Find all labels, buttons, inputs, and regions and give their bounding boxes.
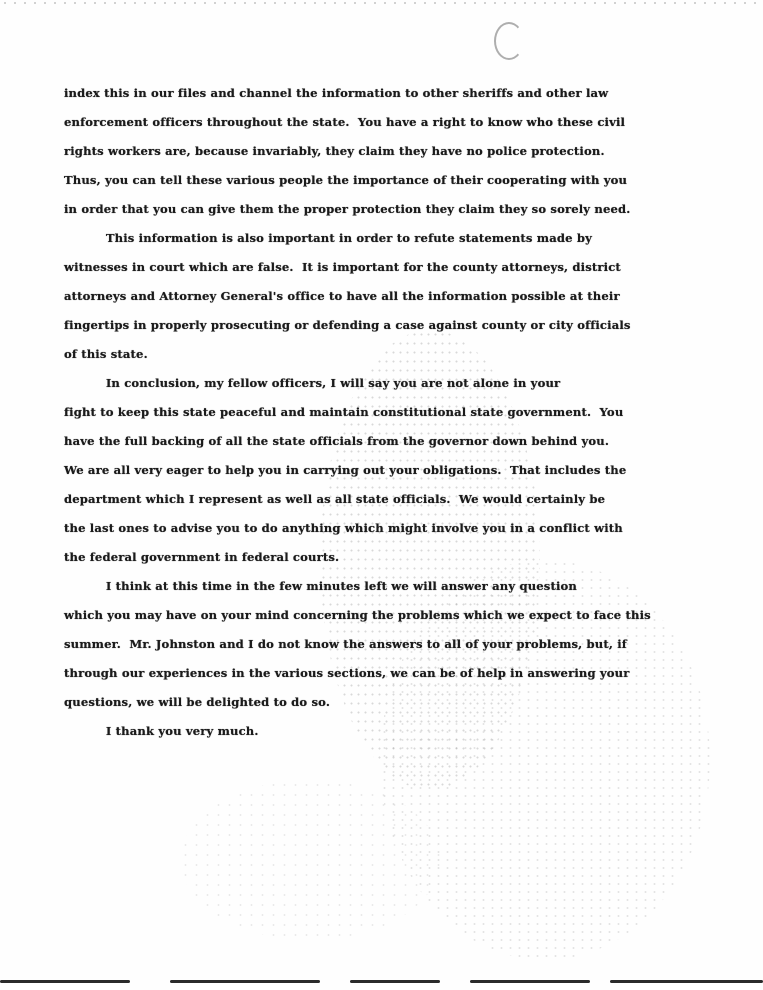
text-line: This information is also important in order to refute statements made by: [64, 231, 592, 245]
text-line: fingertips in properly prosecuting or defending a case against county or city officials: [64, 318, 631, 332]
text-line: through our experiences in the various sections, we can be of help in answering your: [64, 666, 630, 680]
page-bottom-edge: [350, 980, 440, 983]
text-line: the last ones to advise you to do anything which might involve you in a conflict with: [64, 521, 623, 535]
text-line: which you may have on your mind concerning the problems which we expect to face this: [64, 608, 651, 622]
text-line: witnesses in court which are false. It is important for the county attorneys, district: [64, 260, 621, 274]
page-bottom-edge: [470, 980, 590, 983]
page-bottom-edge: [610, 980, 763, 983]
document-body: [64, 79, 728, 746]
text-line: in order that you can give them the proper protection they claim they so sorely need.: [64, 202, 631, 216]
text-line: In conclusion, my fellow officers, I will say you are not alone in your: [64, 376, 561, 390]
text-line: the federal government in federal courts.: [64, 550, 340, 564]
text-line: Thus, you can tell these various people the importance of their cooperating with you: [64, 173, 628, 187]
text-line: questions, we will be delighted to do so.: [64, 695, 331, 709]
text-line: of this state.: [64, 347, 148, 361]
page-bottom-edge: [170, 980, 320, 983]
text-line: rights workers are, because invariably, they claim they have no police protection.: [64, 144, 605, 158]
page-corner-mark: [494, 22, 524, 60]
text-line: index this in our files and channel the information to other sheriffs and other law: [64, 86, 609, 100]
text-line: We are all very eager to help you in carrying out your obligations. That includes the: [64, 463, 627, 477]
text-line: enforcement officers throughout the state. You have a right to know who these civil: [64, 115, 626, 129]
page-top-edge: [0, 0, 763, 6]
text-line: have the full backing of all the state officials from the governor down behind you.: [64, 434, 610, 448]
text-line: attorneys and Attorney General's office to have all the information possible at their: [64, 289, 620, 303]
text-line: I thank you very much.: [64, 724, 259, 738]
text-line: summer. Mr. Johnston and I do not know the answers to all of your problems, but, if: [64, 637, 627, 651]
text-line: department which I represent as well as all state officials. We would certainly be: [64, 492, 606, 506]
text-line: I think at this time in the few minutes left we will answer any question: [64, 579, 578, 593]
page-bottom-edge: [0, 980, 130, 983]
scan-noise: [180, 780, 440, 940]
text-line: fight to keep this state peaceful and maintain constitutional state government. You: [64, 405, 624, 419]
